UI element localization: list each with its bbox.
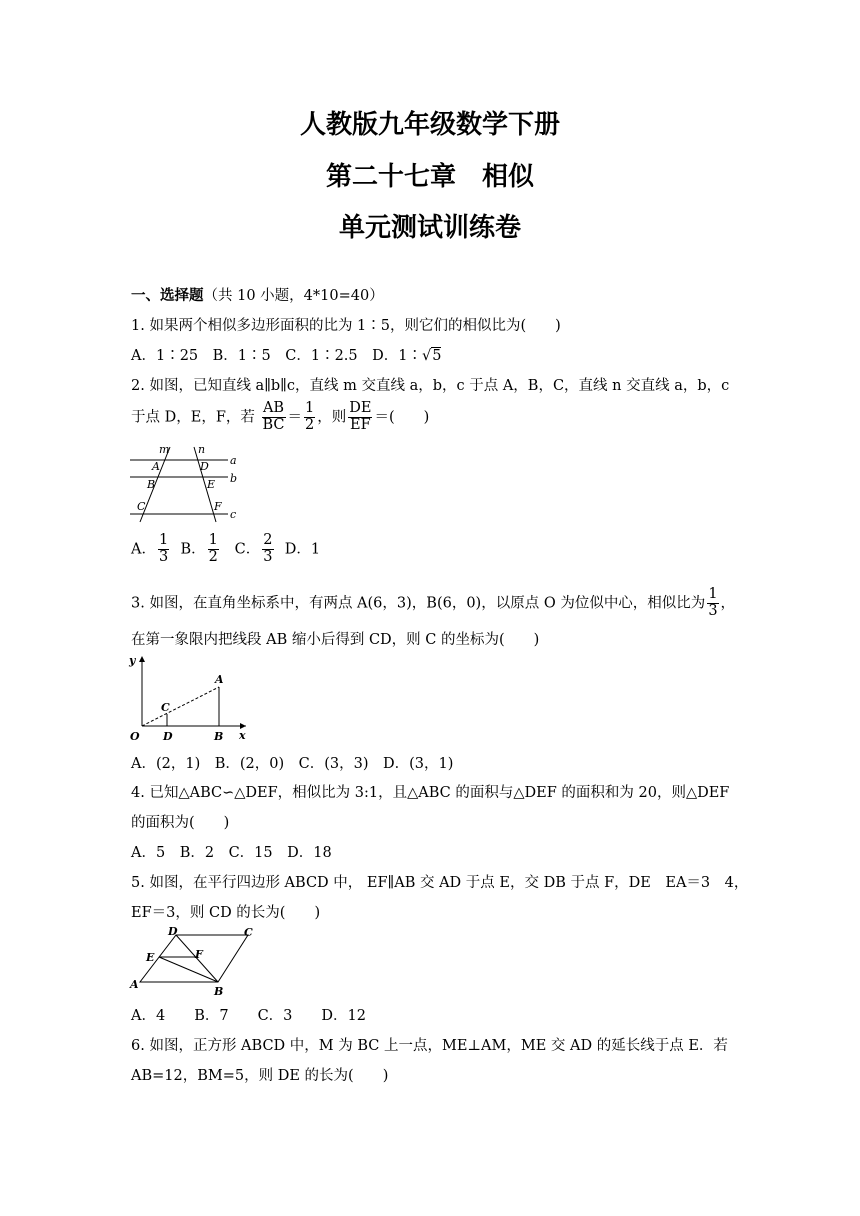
q2-eq: ＝ (287, 409, 303, 426)
label-C: C (244, 926, 253, 939)
q5-figure (128, 925, 258, 997)
frac-num: 1 (158, 532, 169, 548)
label-c: c (230, 508, 237, 521)
doc-title: 人教版九年级数学下册 (299, 110, 560, 140)
q3-line1-text: 3. 如图，在直角坐标系中，有两点 A(6，3)，B(6，0)，以原点 O 为位似中心，相似比为 (131, 595, 706, 612)
q2-options (131, 533, 320, 566)
label-A: A (130, 978, 139, 991)
q2-line2 (131, 401, 429, 434)
q2-line2-c: ＝( ) (374, 409, 430, 426)
test-title: 单元测试训练卷 (338, 213, 521, 243)
q2-opt-a-frac (158, 533, 169, 566)
q2-frac-ab-bc (262, 401, 286, 434)
label-D: D (163, 730, 173, 742)
section-heading-label: 一、选择题 (131, 287, 204, 304)
q4-line2: 的面积为( ) (131, 815, 230, 831)
q3-line1 (131, 587, 735, 620)
label-A: A (152, 460, 160, 473)
label-a: a (230, 454, 237, 467)
q4-options: A．5 B．2 C．15 D．18 (131, 845, 332, 861)
label-A: A (215, 673, 224, 686)
frac-num: 1 (208, 532, 218, 548)
q1-options-text: A．1∶25 B．1∶5 C．1∶2.5 D．1∶ (131, 348, 422, 364)
q2-opt-b: B． (180, 541, 206, 558)
label-B: B (214, 985, 224, 997)
q2-line2-a: 于点 D，E，F，若 (131, 409, 255, 426)
q3-line2: 在第一象限内把线段 AB 缩小后得到 CD，则 C 的坐标为( ) (131, 632, 540, 648)
q2-opt-c-frac (262, 533, 273, 566)
frac-den: EF (350, 416, 371, 433)
q6-line2: AB=12，BM=5，则 DE 的长为( ) (131, 1068, 389, 1084)
q1-sqrt-value: 5 (432, 348, 442, 364)
label-E: E (146, 951, 155, 964)
frac-num: DE (349, 400, 372, 416)
q5-line2: EF＝3，则 CD 的长为( ) (131, 905, 321, 921)
label-x: x (239, 729, 246, 742)
q2-line1: 2. 如图，已知直线 a∥b∥c，直线 m 交直线 a，b，c 于点 A，B，C，直线 n 交直线 a，b，c (131, 378, 730, 394)
label-B: B (214, 730, 224, 742)
q2-opt-c: C． (234, 541, 261, 558)
section-note: （共 10 小题，4*10=40） (203, 288, 384, 304)
label-y: y (129, 654, 136, 667)
frac-num: 1 (708, 586, 718, 602)
q3-figure (128, 652, 258, 742)
q1-options (131, 344, 441, 365)
section-heading (131, 284, 384, 305)
frac-den: BC (262, 416, 285, 433)
q2-opt-b-frac (208, 533, 219, 566)
label-b: b (230, 472, 238, 485)
label-E: E (207, 478, 216, 491)
q5-line1: 5. 如图，在平行四边形 ABCD 中， EF∥AB 交 AD 于点 E，交 DB 于点 F，DE EA＝3 4， (131, 875, 749, 891)
frac-den: 3 (158, 548, 169, 565)
frac-num: 2 (263, 532, 273, 548)
q1-stem: 1. 如果两个相似多边形面积的比为 1∶5，则它们的相似比为( ) (131, 318, 561, 334)
q3-options: A．(2，1) B．(2，0) C．(3，3) D．(3，1) (131, 756, 454, 772)
label-O: O (130, 730, 140, 742)
q2-frac-half (304, 401, 315, 434)
q6-line1: 6. 如图，正方形 ABCD 中，M 为 BC 上一点，ME⊥AM，ME 交 AD 的延长线于点 E．若 (131, 1038, 728, 1054)
q3-ratio (707, 587, 718, 620)
q2-frac-de-ef (348, 401, 372, 434)
frac-den: 2 (208, 548, 218, 565)
label-F: F (214, 500, 222, 513)
label-B: B (147, 478, 156, 491)
chapter-title: 第二十七章 相似 (325, 162, 534, 192)
frac-num: 1 (305, 400, 315, 416)
label-D: D (168, 925, 178, 938)
label-C: C (137, 500, 146, 513)
q2-opt-d: D．1 (284, 541, 321, 558)
label-C: C (161, 701, 170, 714)
q4-line1: 4. 已知△ABC∽△DEF，相似比为 3:1，且△ABC 的面积与△DEF 的面积和为 20，则△DEF (131, 785, 730, 801)
frac-den: 3 (263, 548, 273, 565)
label-F: F (195, 948, 203, 961)
frac-den: 2 (305, 416, 315, 433)
label-m: m (159, 443, 170, 456)
q3-tail: ， (720, 595, 736, 612)
q5-options: A．4 B．7 C．3 D．12 (131, 1008, 366, 1024)
frac-den: 3 (708, 602, 718, 619)
label-D: D (200, 460, 209, 473)
q2-opt-a: A． (131, 541, 156, 558)
q2-figure (128, 443, 243, 523)
label-n: n (198, 443, 206, 456)
frac-num: AB (262, 400, 285, 416)
q2-line2-b: ，则 (317, 409, 347, 426)
sqrt-symbol: √ (421, 348, 432, 364)
